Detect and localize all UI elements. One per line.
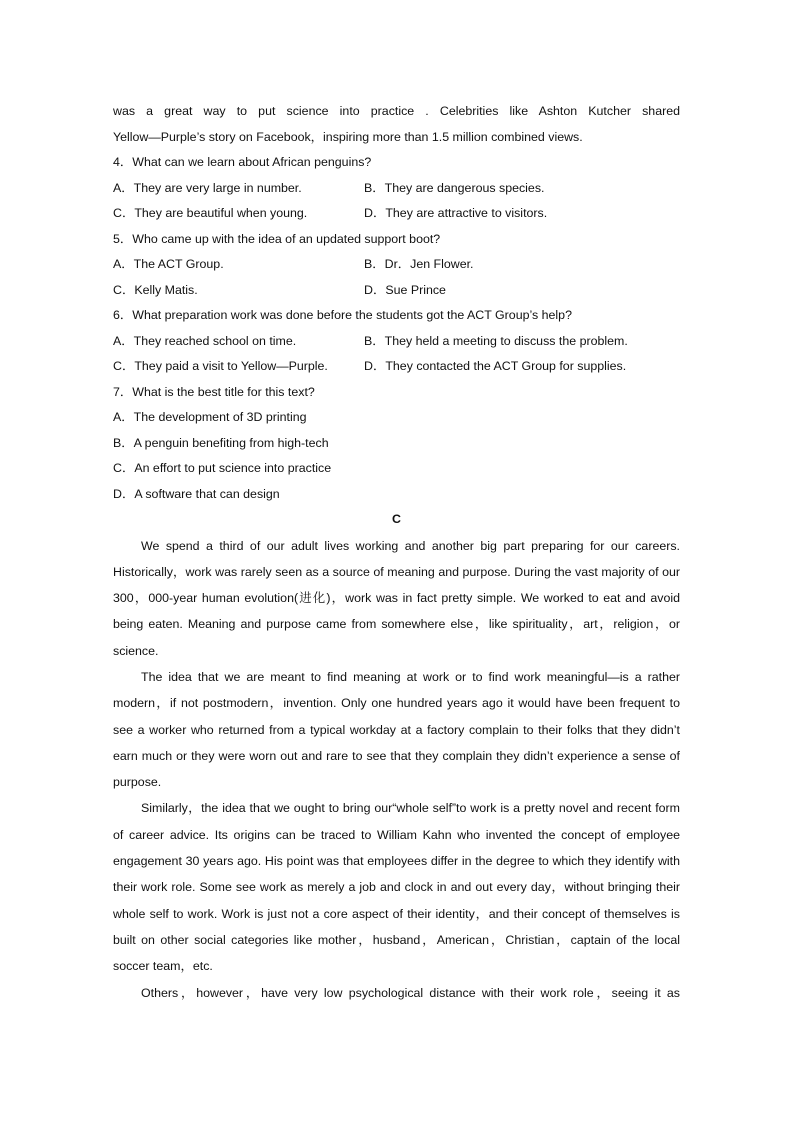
option-d: D．They are attractive to visitors. [364,206,548,220]
option-b: B．They are dangerous species. [364,180,545,195]
section-heading: C [392,512,401,526]
option-d: D．A software that can design [113,486,280,501]
question-4 [113,150,680,227]
option-b: B．Dr．Jen Flower. [364,257,474,271]
question-4-options-row-2 [113,201,680,227]
option-c: C．An effort to put science into practice [113,461,332,475]
option-a: A．The ACT Group. [113,257,224,271]
option-d: D．Sue Prince [364,282,446,297]
option-c: C．They paid a visit to Yellow—Purple. [113,359,328,373]
question-6-options-row-1 [113,329,680,355]
intro-line-1: was a great way to put science into practice . Celebrities like Ashton Kutcher shared [113,104,680,118]
question-5 [113,227,680,304]
question-7-text: 7．What is the best title for this text? [113,384,315,399]
option-b: B．A penguin benefiting from high-tech [113,435,329,450]
option-a: A．They are very large in number. [113,180,302,195]
question-6-text: 6．What preparation work was done before the students got the ACT Group’s help? [113,308,572,322]
question-5-options-row-1 [113,252,680,278]
section-c-passage [113,533,680,1006]
question-6-options-row-2 [113,354,680,380]
passage-paragraph-2: The idea that we are meant to find meaning at work or to find work meaningful—is a rather modern，if not postmodern，invention. Only one hundred years ago it would have been frequent to see a worker who returned from a typical workday at a factory complain to their folks that they didn’t earn much or they were worn out and rare to see that they complain they didn’t experience a sense of purpose. [113,669,680,790]
question-5-options-row-2 [113,278,680,304]
option-a: A．The development of 3D printing [113,410,307,424]
intro-line-2: Yellow—Purple’s story on Facebook，inspiring more than 1.5 million combined views. [113,129,583,144]
passage-paragraph-3: Similarly，the idea that we ought to bring our“whole self”to work is a pretty novel and recent form of career advice. Its origins can be traced to William Kahn who invented the concept of employee engagement 30 years ago. His point was that employees differ in the degree to which they identify with their work role. Some see work as merely a job and clock in and out every day，without bringing their whole self to work. Work is just not a core aspect of their identity，and their concept of themselves is built on other social categories like mother，husband，American，Christian，captain of the local soccer team，etc. [113,801,680,974]
passage-paragraph-1: We spend a third of our adult lives working and another big part preparing for our careers. Historically，work was rarely seen as a source of meaning and purpose. During the vast majority of our 300，000-year human evolution(进化)，work was in fact pretty simple. We worked to eat and avoid being eaten. Meaning and purpose came from somewhere else，like spirituality，art，religion，or science. [113,538,680,658]
option-c: C．Kelly Matis. [113,282,198,297]
question-7 [113,380,680,508]
passage-paragraph-4: Others，however，have very low psychological distance with their work role，seeing it as [141,985,680,1000]
option-a: A．They reached school on time. [113,333,297,348]
question-5-text: 5．Who came up with the idea of an updated support boot? [113,231,441,246]
option-c: C．They are beautiful when young. [113,206,308,220]
page-content [113,99,680,1006]
option-b: B．They held a meeting to discuss the problem. [364,333,628,348]
question-4-options-row-1 [113,176,680,202]
option-d: D．They contacted the ACT Group for supplies. [364,359,627,373]
question-4-text: 4．What can we learn about African penguins? [113,155,372,169]
question-6 [113,303,680,380]
intro-paragraph [113,99,680,150]
